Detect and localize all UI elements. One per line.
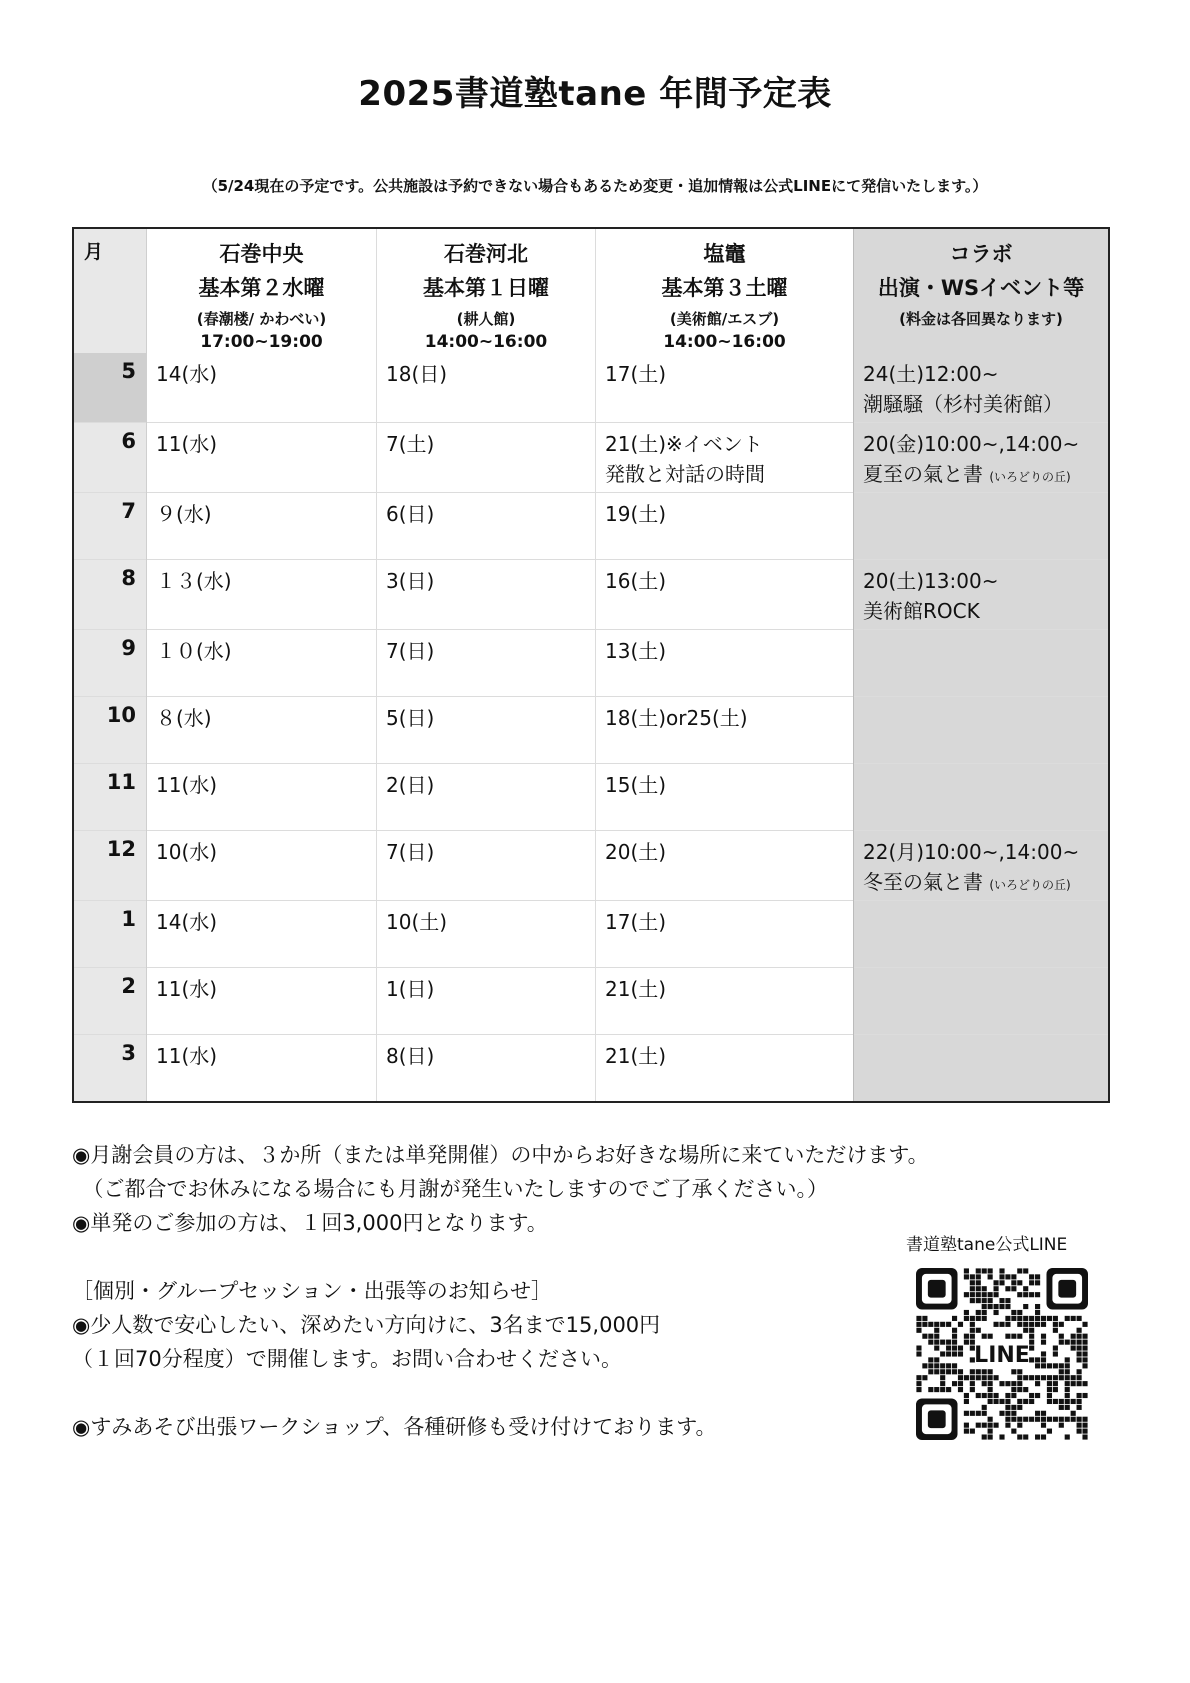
ishinomaki-chuo-cell: 11(水) [147,968,377,1035]
info-line: ◉月謝会員の方は、３か所（または単発開催）の中からお好きな場所に来ていただけます。 [72,1143,929,1167]
ishinomaki-chuo-cell: 14(水) [147,901,377,968]
month-cell: 1 [73,901,147,968]
info-section [72,1138,972,1444]
ishinomaki-kahoku-cell: 5(日) [377,697,596,764]
table-row [73,1035,1109,1103]
table-row [73,493,1109,560]
table-row [73,968,1109,1035]
ishinomaki-kahoku-cell: 2(日) [377,764,596,831]
shiogama-cell: 21(土)※イベント 発散と対話の時間 [596,423,854,493]
month-cell: 11 [73,764,147,831]
line-qr-code[interactable] [916,1268,1088,1440]
ishinomaki-chuo-cell: ９(水) [147,493,377,560]
info-line: ◉すみあそび出張ワークショップ、各種研修も受け付けております。 [72,1415,717,1439]
month-cell: 8 [73,560,147,630]
ishinomaki-kahoku-cell: 3(日) [377,560,596,630]
table-row [73,831,1109,901]
page-title: 2025書道塾tane 年間予定表 [358,74,832,114]
info-heading: ［個別・グループセッション・出張等のお知らせ］ [72,1279,553,1303]
table-row [73,901,1109,968]
collab-cell [854,968,1110,1035]
ishinomaki-chuo-cell: 11(水) [147,423,377,493]
month-cell: 3 [73,1035,147,1103]
ishinomaki-chuo-cell: 11(水) [147,764,377,831]
collab-cell [854,1035,1110,1103]
shiogama-cell: 16(土) [596,560,854,630]
ishinomaki-chuo-cell: 11(水) [147,1035,377,1103]
info-line: （ご都合でお休みになる場合にも月謝が発生いたしますのでご了承ください。） [72,1177,828,1201]
table-row [73,353,1109,423]
collab-cell [854,493,1110,560]
month-cell: 12 [73,831,147,901]
shiogama-cell: 19(土) [596,493,854,560]
ishinomaki-chuo-cell: ８(水) [147,697,377,764]
shiogama-cell: 13(土) [596,630,854,697]
column-header-shiogama: 塩竈 基本第３土曜 (美術館/エスブ) 14:00~16:00 [661,242,788,352]
month-cell: 9 [73,630,147,697]
shiogama-cell: 15(土) [596,764,854,831]
shiogama-cell: 20(土) [596,831,854,901]
column-header-ishinomaki-kahoku: 石巻河北 基本第１日曜 (耕人館) 14:00~16:00 [377,228,596,353]
collab-cell: 24(土)12:00~ 潮騒騒（杉村美術館） [854,353,1110,423]
ishinomaki-kahoku-cell: 18(日) [377,353,596,423]
ishinomaki-kahoku-cell: 6(日) [377,493,596,560]
shiogama-cell: 18(土)or25(土) [596,697,854,764]
info-line: （１回70分程度）で開催します。お問い合わせください。 [72,1347,623,1371]
qr-line-text: LINE [974,1343,1030,1368]
ishinomaki-kahoku-cell: 7(日) [377,630,596,697]
ishinomaki-chuo-cell: 14(水) [147,353,377,423]
collab-cell: 20(金)10:00~,14:00~ 夏至の氣と書 (いろどりの丘) [854,423,1110,493]
qr-label: 書道塾tane公式LINE [906,1235,1068,1255]
month-cell: 6 [73,423,147,493]
shiogama-cell: 17(土) [605,362,667,386]
table-row [73,630,1109,697]
month-cell: 10 [73,697,147,764]
schedule-table [72,227,1110,1103]
shiogama-cell: 21(土) [596,1035,854,1103]
table-row [73,423,1109,493]
month-cell: 7 [73,493,147,560]
collab-cell: 22(月)10:00~,14:00~ 冬至の氣と書 (いろどりの丘) [854,831,1110,901]
ishinomaki-kahoku-cell: 1(日) [377,968,596,1035]
column-header-ishinomaki-chuo: 石巻中央 基本第２水曜 (春潮楼/ かわべい) 17:00~19:00 [147,228,377,353]
collab-cell [854,697,1110,764]
ishinomaki-kahoku-cell: 10(土) [377,901,596,968]
ishinomaki-chuo-cell: １３(水) [147,560,377,630]
shiogama-cell: 17(土) [596,901,854,968]
ishinomaki-chuo-cell: １０(水) [147,630,377,697]
schedule-note: （5/24現在の予定です。公共施設は予約できない場合もあるため変更・追加情報は公式LINEにて発信いたします。） [202,177,988,195]
table-row [73,697,1109,764]
table-row [73,560,1109,630]
ishinomaki-kahoku-cell: 7(土) [377,423,596,493]
shiogama-cell: 21(土) [596,968,854,1035]
ishinomaki-kahoku-cell: 7(日) [377,831,596,901]
schedule-body [73,353,1109,1102]
info-line: ◉少人数で安心したい、深めたい方向けに、3名まで15,000円 [72,1313,661,1337]
ishinomaki-chuo-cell: 10(水) [147,831,377,901]
collab-cell [854,630,1110,697]
ishinomaki-kahoku-cell: 8(日) [377,1035,596,1103]
table-row [73,764,1109,831]
collab-cell [854,764,1110,831]
collab-cell: 20(土)13:00~ 美術館ROCK [854,560,1110,630]
collab-cell [854,901,1110,968]
info-line: ◉単発のご参加の方は、１回3,000円となります。 [72,1211,548,1235]
month-cell: 5 [73,353,147,423]
table-header-row [73,228,1109,353]
column-header-collab: コラボ 出演・WSイベント等 (料金は各回異なります) [854,228,1110,353]
month-cell: 2 [73,968,147,1035]
month-header: 月 [73,228,147,353]
